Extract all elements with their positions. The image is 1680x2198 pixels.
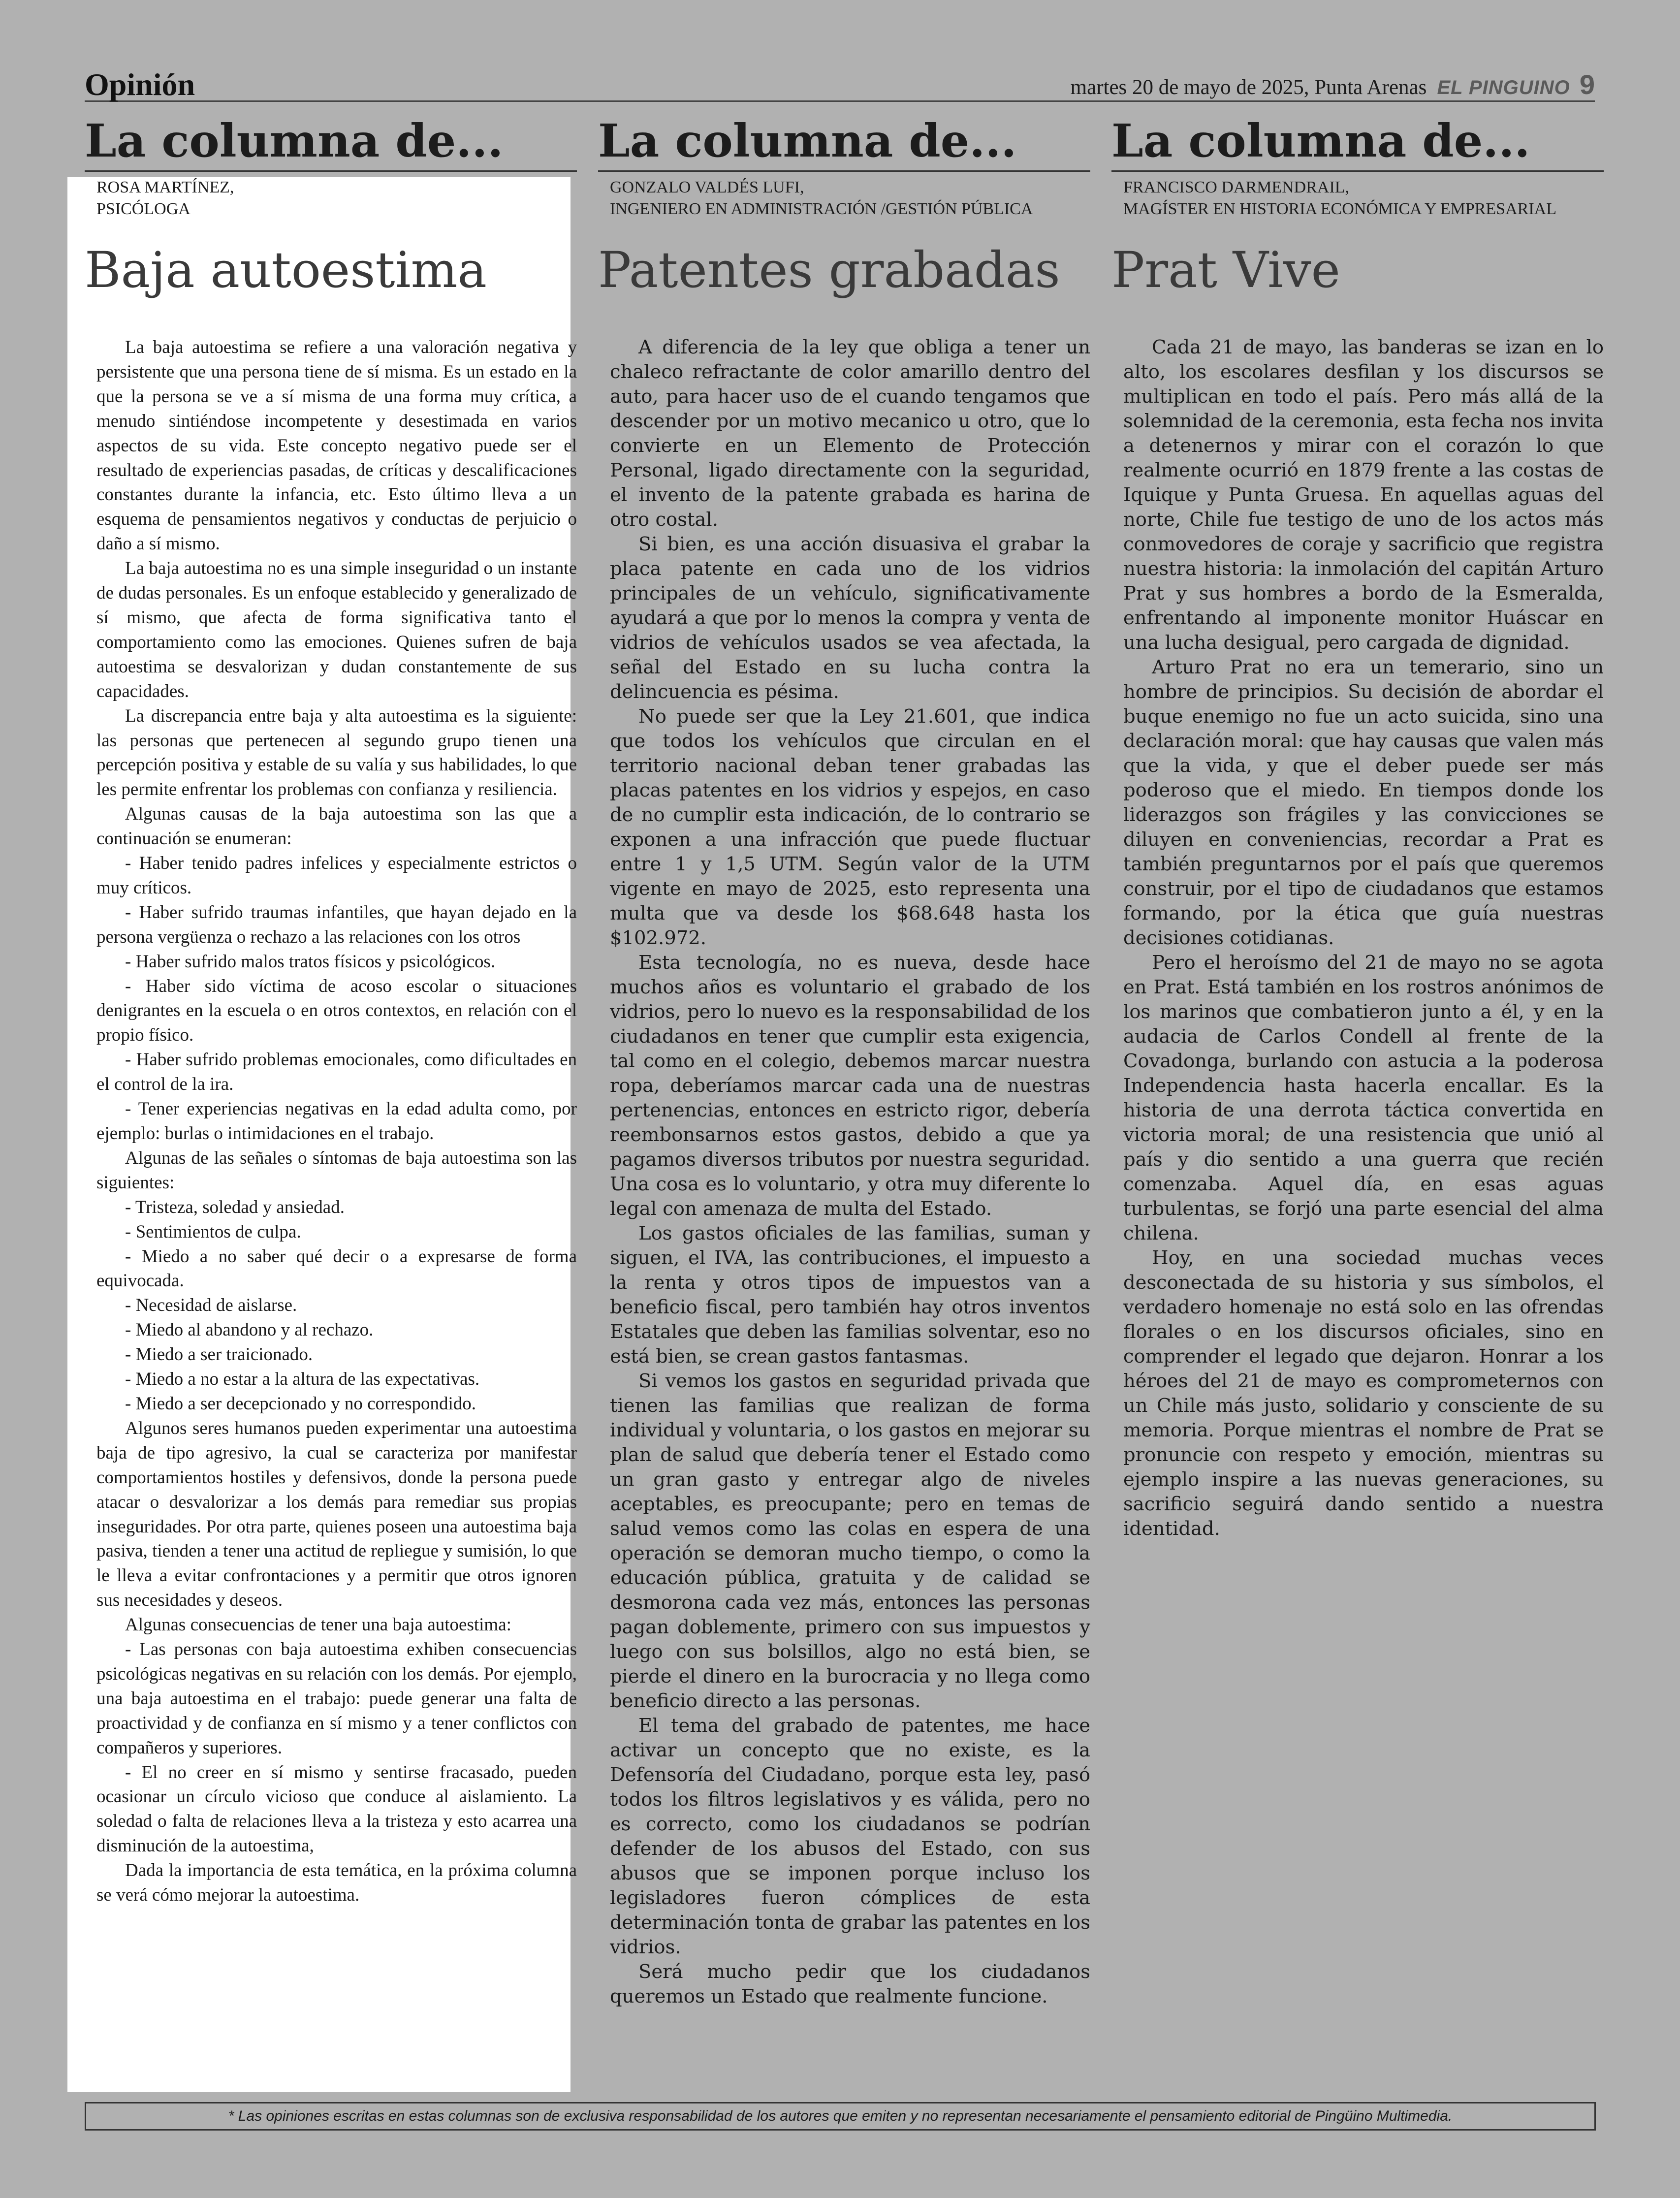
paragraph: - Haber sido víctima de acoso escolar o situaciones denigrantes en la escuela o en otros contextos, en relación con el propio físico.	[96, 976, 577, 1046]
column-heading: La columna de...	[1111, 118, 1604, 172]
disclaimer-footer	[85, 2102, 1596, 2131]
paragraph: La discrepancia entre baja y alta autoestima es la siguiente: las personas que pertenecen al segundo grupo tienen una percepción positiva y estable de su valía y sus habilidades, lo que les permite enfrentar los problemas con confianza y resiliencia.	[96, 705, 577, 800]
paragraph: Algunas de las señales o síntomas de baja autoestima son las siguientes:	[96, 1147, 577, 1193]
paragraph: A diferencia de la ley que obliga a tener un chaleco refractante de color amarillo dentro del auto, para hacer uso de el cuando tengamos que descender por un motivo mecanico u otro, que lo convierte en un Elemento de Protección Personal, ligado directamente con la seguridad, el invento de la patente grabada es harina de otro costal.	[610, 336, 1090, 531]
paragraph: Los gastos oficiales de las familias, suman y siguen, el IVA, las contribuciones, el impuesto a la renta y otros tipos de impuestos van a beneficio fiscal, pero también hay otros inventos Estatales que deben las familias solventar, eso no está bien, se crean gastos fantasmas.	[610, 1222, 1090, 1368]
article-body	[598, 335, 1090, 2009]
author-role: PSICÓLOGA	[96, 200, 190, 218]
paragraph: - El no creer en sí mismo y sentirse fracasado, pueden ocasionar un círculo vicioso que conduce al aislamiento. La soledad o falta de relaciones lleva a la tristeza y esto acarrea una disminución de la autoestima,	[96, 1762, 577, 1856]
disclaimer-text: * Las opiniones escritas en estas columnas son de exclusiva responsabilidad de los autores que emiten y no representan necesariamente el pensamiento editorial de Pingüino Multimedia.	[228, 2108, 1453, 2124]
article-title: Baja autoestima	[85, 241, 487, 299]
paragraph: La baja autoestima no es una simple inseguridad o un instante de dudas personales. Es un enfoque establecido y generalizado de sí mismo, que afecta de forma significativa tanto el comportamiento como las emociones. Quienes sufren de baja autoestima se desvalorizan y dudan constantemente de sus capacidades.	[96, 558, 577, 701]
author-name: FRANCISCO DARMENDRAIL,	[1123, 178, 1350, 196]
column-francisco-darmendrail	[1111, 114, 1604, 1541]
article-body	[85, 335, 577, 1908]
author-byline	[85, 177, 577, 220]
section-label: Opinión	[85, 67, 195, 102]
article-title: Patentes grabadas	[598, 241, 1060, 299]
paragraph: - Haber tenido padres infelices y especialmente estrictos o muy críticos.	[96, 853, 577, 898]
paragraph: - Haber sufrido traumas infantiles, que hayan dejado en la persona vergüenza o rechazo a las relaciones con los otros	[96, 902, 577, 947]
paragraph: - Sentimientos de culpa.	[125, 1221, 301, 1242]
paragraph: Esta tecnología, no es nueva, desde hace muchos años es voluntario el grabado de los vidrios, pero lo nuevo es la responsabilidad de los ciudadanos en tener que cumplir esta exigencia, tal como en el colegio, debemos marcar nuestra ropa, deberíamos marcar cada una de nuestras pertenencias, entonces en estricto rigor, debería reembonsarnos estos gastos, debido a que ya pagamos diversos tributos por nuestra seguridad. Una cosa es lo voluntario, y otra muy diferente lo legal con amenaza de multa del Estado.	[610, 952, 1090, 1220]
paragraph: - Miedo a no estar a la altura de las expectativas.	[125, 1369, 480, 1390]
dateline: martes 20 de mayo de 2025, Punta Arenas	[1070, 76, 1427, 99]
column-rosa-martinez	[85, 114, 577, 1908]
header-meta	[1071, 68, 1595, 100]
author-role: MAGÍSTER EN HISTORIA ECONÓMICA Y EMPRESARIAL	[1123, 200, 1556, 218]
paragraph: - Miedo a no saber qué decir o a expresarse de forma equivocada.	[96, 1246, 577, 1291]
author-byline	[598, 177, 1090, 220]
author-role: INGENIERO EN ADMINISTRACIÓN /GESTIÓN PÚBLICA	[610, 200, 1033, 218]
paragraph: - Haber sufrido problemas emocionales, como dificultades en el control de la ira.	[96, 1050, 577, 1095]
paragraph: - Las personas con baja autoestima exhiben consecuencias psicológicas negativas en su relación con los demás. Por ejemplo, una baja autoestima en el trabajo: puede generar una falta de proactividad y de confianza en sí mismo y a tener conflictos con compañeros y superiores.	[96, 1639, 577, 1758]
newspaper-logo: EL PINGUINO	[1437, 77, 1570, 98]
paragraph: No puede ser que la Ley 21.601, que indica que todos los vehículos que circulan en el territorio nacional deban tener grabadas las placas patentes en los vidrios y espejos, en caso de no cumplir esta indicación, de lo contrario se exponen a una infracción que puede fluctuar entre 1 y 1,5 UTM. Según valor de la UTM vigente en mayo de 2025, esto representa una multa que va desde los $68.648 hasta los $102.972.	[610, 705, 1090, 949]
paragraph: - Miedo al abandono y al rechazo.	[125, 1320, 374, 1340]
paragraph: - Necesidad de aislarse.	[125, 1295, 297, 1316]
column-heading: La columna de...	[598, 118, 1090, 172]
paragraph: Si bien, es una acción disuasiva el grabar la placa patente en cada uno de los vidrios principales de un vehículo, significativamente ayudará a que por lo menos la compra y venta de vidrios de vehículos usados se vea afectada, la señal del Estado en su lucha contra la delincuencia es pésima.	[610, 533, 1090, 703]
author-byline	[1111, 177, 1604, 220]
paragraph: Algunas causas de la baja autoestima son las que a continuación se enumeran:	[96, 804, 577, 849]
article-title: Prat Vive	[1111, 241, 1340, 299]
paragraph: - Haber sufrido malos tratos físicos y psicológicos.	[125, 951, 496, 972]
paragraph: Dada la importancia de esta temática, en la próxima columna se verá cómo mejorar la autoestima.	[96, 1860, 577, 1906]
page-header	[85, 59, 1595, 102]
paragraph: Cada 21 de mayo, las banderas se izan en lo alto, los escolares desfilan y los discursos se multiplican en todo el país. Pero más allá de la solemnidad de la ceremonia, esta fecha nos invita a detenernos y mirar con el corazón lo que realmente ocurrió en 1879 frente a las costas de Iquique y Punta Gruesa. En aquellas aguas del norte, Chile fue testigo de uno de los actos más conmovedores de coraje y sacrificio que registra nuestra historia: la inmolación del capitán Arturo Prat y sus hombres a bordo de la Esmeralda, enfrentando al imponente monitor Huáscar en una lucha desigual, pero cargada de dignidad.	[1123, 336, 1604, 654]
paragraph: Algunos seres humanos pueden experimentar una autoestima baja de tipo agresivo, la cual se caracteriza por manifestar comportamientos hostiles y defensivos, donde la persona puede atacar o desvalorizar a los demás para remediar sus propias inseguridades. Por otra parte, quienes poseen una autoestima baja pasiva, tienden a tener una actitud de repliegue y sumisión, lo que le lleva a evitar confrontaciones y a permitir que otros ignoren sus necesidades y deseos.	[96, 1418, 577, 1611]
paragraph: Será mucho pedir que los ciudadanos queremos un Estado que realmente funcione.	[610, 1961, 1090, 2007]
author-name: ROSA MARTÍNEZ,	[96, 178, 234, 196]
article-body	[1111, 335, 1604, 1541]
paragraph: - Miedo a ser decepcionado y no correspondido.	[125, 1393, 476, 1414]
paragraph: Hoy, en una sociedad muchas veces desconectada de su historia y sus símbolos, el verdadero homenaje no está solo en las ofrendas florales o en los discursos oficiales, sino en comprender el legado que dejaron. Honrar a los héroes del 21 de mayo es comprometernos con un Chile más justo, solidario y consciente de su memoria. Porque mientras el nombre de Prat se pronuncie con respeto y emoción, mientras su ejemplo inspire a las nuevas generaciones, su sacrificio seguirá dando sentido a nuestra identidad.	[1123, 1247, 1604, 1540]
page-number: 9	[1579, 69, 1595, 100]
paragraph: Algunas consecuencias de tener una baja autoestima:	[125, 1615, 511, 1635]
paragraph: - Tener experiencias negativas en la edad adulta como, por ejemplo: burlas o intimidaciones en el trabajo.	[96, 1099, 577, 1144]
column-gonzalo-valdes	[598, 114, 1090, 2009]
paragraph: Arturo Prat no era un temerario, sino un hombre de principios. Su decisión de abordar el buque enemigo no fue un acto suicida, sino una declaración moral: que hay causas que valen más que la vida, y que el deber puede ser más poderoso que el miedo. En tiempos donde los liderazgos son frágiles y las convicciones se diluyen en conveniencias, recordar a Prat es también preguntarnos por el país que queremos construir, por el tipo de ciudadanos que estamos formando, por la ética que guía nuestras decisiones cotidianas.	[1123, 656, 1604, 949]
paragraph: - Miedo a ser traicionado.	[125, 1344, 313, 1365]
column-heading: La columna de...	[85, 118, 577, 172]
author-name: GONZALO VALDÉS LUFI,	[610, 178, 804, 196]
paragraph: - Tristeza, soledad y ansiedad.	[125, 1197, 345, 1217]
paragraph: El tema del grabado de patentes, me hace activar un concepto que no existe, es la Defensoría del Ciudadano, porque esta ley, pasó todos los filtros legislativos y es válida, pero no es correcto, como los ciudadanos se podrían defender de los abusos del Estado, con sus abusos que se imponen porque incluso los legisladores fueron cómplices de esta determinación tonta de grabar las patentes en los vidrios.	[610, 1715, 1090, 1958]
paragraph: Pero el heroísmo del 21 de mayo no se agota en Prat. Está también en los rostros anónimos de los marinos que combatieron junto a él, y en la audacia de Carlos Condell al frente de la Covadonga, burlando con astucia a la poderosa Independencia hasta hacerla encallar. Es la historia de una derrota táctica convertida en victoria moral; de una resistencia que unió al país y dio sentido a una guerra que recién comenzaba. Aquel día, en esas aguas turbulentas, se forjó una parte esencial del alma chilena.	[1123, 952, 1604, 1244]
paragraph: La baja autoestima se refiere a una valoración negativa y persistente que una persona tiene de sí misma. Es un estado en la que la persona se ve a sí misma de una forma muy crítica, a menudo sintiéndose incompetente y desestimada en varios aspectos de su vida. Este concepto negativo puede ser el resultado de experiencias pasadas, de críticas y descalificaciones constantes durante la infancia, etc. Esto último lleva a un esquema de pensamientos negativos y conductas de perjuicio o daño a sí mismo.	[96, 337, 577, 554]
paragraph: Si vemos los gastos en seguridad privada que tienen las familias que realizan de forma individual y voluntaria, o los gastos en mejorar su plan de salud que debería tener el Estado como un gran gasto y entregar algo de niveles aceptables, es preocupante; pero en temas de salud vemos como las colas en espera de una operación se demoran mucho tiempo, o como la educación pública, gratuita y de calidad se desmorona cada vez más, entonces las personas pagan doblemente, primero con sus impuestos y luego con sus bolsillos, algo no está bien, se pierde el dinero en la burocracia y no llega como beneficio directo a las personas.	[610, 1370, 1090, 1712]
